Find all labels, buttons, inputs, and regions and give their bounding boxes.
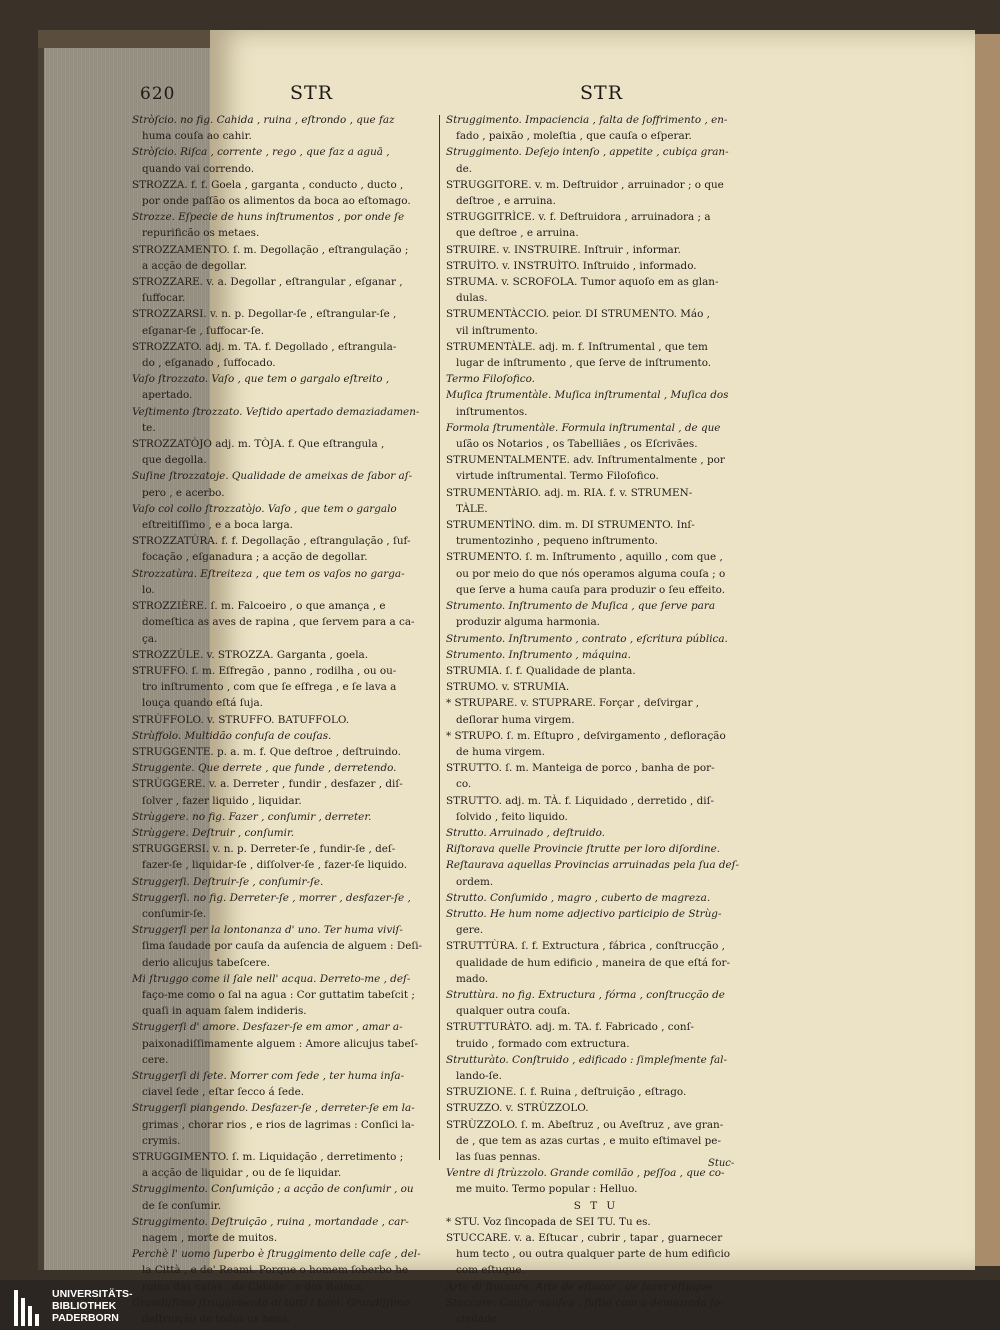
dictionary-line: STROZZAMENTO. ſ. m. Degollação , eſtrangulação ; (132, 243, 409, 256)
dictionary-line: dulas. (456, 292, 488, 305)
library-name-line3: PADERBORN (52, 1312, 119, 1324)
dictionary-line: Strozze. Eſpecie de huns inſtrumentos , por onde ſe (132, 211, 405, 224)
dictionary-line: STRUZIONE. ſ. f. Ruina , deſtruição , eſtrago. (446, 1086, 687, 1099)
dictionary-line: Perchè l' uomo ſuperbo è ſtruggimento delle caſe , del- (132, 1248, 421, 1261)
dictionary-line: STRUTTO. ſ. m. Manteiga de porco , banha de por- (446, 762, 715, 775)
dictionary-line: Stuccare. Cauſar nauſea , faſtio com a demaziada ſo- (446, 1296, 724, 1309)
dictionary-line: repurificão os metaes. (142, 227, 260, 240)
dictionary-line: derio alicujus tabeſcere. (142, 956, 270, 969)
dictionary-line: Struggente. Que derrete , que funde , derretendo. (132, 762, 397, 775)
dictionary-line: qualidade de hum edificio , maneira de que eſtá for- (456, 956, 730, 969)
dictionary-line: por onde paſſão os alimentos da boca ao eſtomago. (142, 195, 411, 208)
dictionary-line: ſima ſaudade por cauſa da auſencia de alguem : Deſi- (142, 940, 423, 953)
dictionary-line: ou por meio do que nós operamos alguma couſa ; o (456, 567, 726, 580)
dictionary-line: STRUMENTÀCCIO. peior. DI STRUMENTO. Máo , (446, 308, 710, 321)
dictionary-line: STROZZIÈRE. ſ. m. Falcoeiro , o que amança , e (132, 600, 386, 613)
dictionary-line: * STU. Voz ſincopada de SEI TU. Tu es. (446, 1215, 651, 1228)
dictionary-line: de huma virgem. (456, 745, 545, 758)
dictionary-line: STRUZZO. v. STRÙZZOLO. (446, 1102, 589, 1115)
dictionary-line: Strùggere. Deſtruir , conſumir. (132, 826, 295, 839)
dictionary-line: Strùggere. no fig. Fazer , conſumir , derreter. (132, 810, 372, 823)
dictionary-line: Strutto. He hum nome adjectivo participio de Strùg- (446, 907, 722, 920)
catchword: Stuc- (708, 1158, 735, 1169)
dictionary-line: Stròſcio. no fig. Cahida , ruina , eſtrondo , que faz (132, 114, 395, 126)
dictionary-line: Strozzatùra. Eſtreiteza , que tem os vaſos no garga- (132, 567, 405, 580)
dictionary-line: STROZZATÙRA. f. f. Degollação , eſtrangulação , ſuf- (132, 535, 411, 548)
dictionary-line: ça. (142, 632, 158, 645)
dictionary-line: STROZZA. f. f. Goela , garganta , conducto , ducto , (132, 178, 404, 191)
dictionary-line: apertado. (142, 389, 193, 402)
dictionary-line: pero , e acerbo. (142, 486, 225, 499)
library-logo (14, 1284, 214, 1328)
right-running-head: STR (580, 82, 623, 104)
dictionary-line: * STRUPARE. v. STUPRARE. Forçar , deſvirgar , (446, 697, 700, 710)
dictionary-line: STRÙGGERE. v. a. Derreter , fundir , desfazer , diſ- (132, 778, 403, 791)
dictionary-line: STRÙFFOLO. v. STRUFFO. BATUFFOLO. (132, 713, 350, 726)
dictionary-line: tro inſtrumento , com que ſe eſfrega , e ſe lava a (142, 681, 397, 694)
dictionary-line: faço-me como o ſal na agua : Cor guttatim tabeſcit ; (142, 988, 415, 1001)
dictionary-line: STRUMENTÀRIO. adj. m. RIA. f. v. STRUMEN- (446, 486, 693, 499)
dictionary-line: focação , eſganadura ; a acção de degollar. (142, 551, 368, 564)
dictionary-line: Muſica ſtrumentàle. Muſica inſtrumental , Muſica dos (446, 389, 729, 402)
dictionary-line: a acção de degollar. (142, 259, 247, 272)
dictionary-line: a acção de liquidar , ou de ſe liquidar. (142, 1167, 342, 1180)
dictionary-line: STRUMENTÀLE. adj. m. f. Inſtrumental , que tem (446, 340, 708, 353)
dictionary-line: cere. (142, 1053, 169, 1066)
dictionary-line: Mi ſtruggo come il ſale nell' acqua. Derreto-me , deſ- (132, 972, 411, 985)
dictionary-line: STRUTTO. adj. m. TÀ. f. Liquidado , derretido , diſ- (446, 794, 714, 807)
dictionary-line: Stròſcio. Riſca , corrente , rego , que faz a aguā , (132, 146, 390, 159)
dictionary-line: STRUMO. v. STRUMIA. (446, 681, 570, 694)
dictionary-line: Strutturàto. Conſtruido , edificado : ſimpleſmente fal- (446, 1053, 727, 1066)
dictionary-line: Reſtaurava aquellas Provincias arruinadas pela ſua deſ- (446, 859, 739, 872)
dictionary-line: deſlorar huma virgem. (456, 713, 575, 726)
dictionary-line: Struggimento. Deſejo intenſo , appetite , cubiça gran- (446, 146, 729, 159)
dictionary-line: STRUMENTÌNO. dim. m. DI STRUMENTO. Inſ- (446, 519, 695, 532)
dictionary-line: Riſtorava quelle Provincie ſtrutte per loro diſordine. (446, 843, 721, 856)
dictionary-line: Arte di ſtuccare. Arte de eſtucar , de fazer eſtuque. (446, 1280, 716, 1293)
dictionary-line: eſtreitiſſimo , e a boca larga. (142, 519, 293, 532)
dictionary-line: quaſi in aquam ſalem indideris. (142, 1005, 307, 1018)
dictionary-line: ſolver , fazer liquido , liquidar. (142, 794, 302, 807)
library-logo-icon (14, 1290, 44, 1326)
dictionary-line: Strùffolo. Multidão confuſa de couſas. (132, 729, 332, 742)
dictionary-line: nagem , morte de muitos. (142, 1232, 278, 1245)
dictionary-line: Struggerſi. no fig. Derreter-ſe , morrer , desfazer-ſe , (132, 891, 411, 904)
dictionary-line: mado. (456, 972, 489, 985)
dictionary-line: inſtrumentos. (456, 405, 528, 418)
dictionary-line: Struttùra. no fig. Extructura , fórma , conſtrucção de (446, 988, 725, 1001)
dictionary-line: STRUMA. v. SCROFOLA. Tumor aquoſo em as glan- (446, 276, 719, 289)
book-cover-top (38, 30, 218, 48)
dictionary-line: STRUGGITORE. v. m. Deſtruidor , arruinador ; o que (446, 178, 724, 191)
dictionary-line: ordem. (456, 875, 494, 888)
dictionary-line: com eſtuque. (456, 1264, 525, 1277)
dictionary-line: deſtroe , e arruina. (456, 195, 556, 208)
dictionary-line: STROZZÙLE. v. STROZZA. Garganta , goela. (132, 648, 369, 661)
dictionary-line: lo. (142, 583, 155, 596)
dictionary-line: de ſe conſumir. (142, 1199, 222, 1212)
dictionary-line: STRUMENTO. ſ. m. Inſtrumento , aquillo , com que , (446, 551, 723, 564)
dictionary-line: quando vai correndo. (142, 162, 255, 175)
dictionary-line: STRUGGITRÌCE. v. f. Deſtruidora , arruinadora ; a (446, 211, 711, 224)
dictionary-line: crymis. (142, 1134, 181, 1147)
dictionary-line: Veſtimento ſtrozzato. Veſtido apertado demaziadamen- (132, 405, 420, 418)
dictionary-line: STRUMIA. ſ. f. Qualidade de planta. (446, 664, 636, 677)
dictionary-line: Vaſo col collo ſtrozzatòjo. Vaſo , que tem o gargalo (132, 502, 397, 515)
dictionary-line: STRUGGIMENTO. ſ. m. Liquidação , derretimento ; (132, 1151, 404, 1163)
library-name-line2: BIBLIOTHEK (52, 1300, 117, 1312)
library-name (52, 1288, 133, 1324)
dictionary-line: ciavel ſede , eſtar ſecco á ſede. (142, 1086, 305, 1099)
dictionary-line: las ſuas pennas. (456, 1151, 541, 1163)
dictionary-line: ruina das caſas , da Cidade , e dos Reinos. (142, 1280, 365, 1293)
left-running-head: STR (290, 82, 333, 104)
dictionary-line: de. (456, 162, 473, 175)
dictionary-line: que deſtroe , e arruina. (456, 227, 579, 240)
dictionary-line: Struggimento. Conſumição ; a acção de conſumir , ou (132, 1183, 414, 1196)
dictionary-line: Strumento. Inſtrumento , máquina. (446, 648, 631, 661)
dictionary-line: que ſerve a huma cauſa para produzir o ſeu effeito. (456, 583, 726, 596)
dictionary-line: Struggerſi. Deſtruir-ſe , conſumir-ſe. (132, 875, 324, 888)
dictionary-line: STRUMENTALMENTE. adv. Inſtrumentalmente , por (446, 454, 725, 467)
dictionary-line: STRUTTURÀTO. adj. m. TA. f. Fabricado , conſ- (446, 1021, 694, 1034)
column-divider (439, 115, 440, 1160)
dictionary-line: de , que tem as azas curtas , e muito eſtimavel pe- (456, 1134, 721, 1147)
dictionary-line: STRÙZZOLO. ſ. m. Abeſtruz , ou Aveſtruz , ave gran- (446, 1118, 724, 1131)
dictionary-line: Struggerſi per la lontonanza d' uno. Ter huma viviſ- (132, 924, 403, 937)
dictionary-line: Strumento. Inſtrumento de Muſica , que ſerve para (446, 600, 716, 613)
dictionary-line: lugar de inſtrumento , que ſerve de inſtrumento. (456, 357, 712, 370)
dictionary-line: Suſine ſtrozzatoje. Qualidade de ameixas de ſabor aſ- (132, 470, 413, 483)
dictionary-line: Ventre di ſtrùzzolo. Grande comilão , peſſoa , que co- (446, 1167, 725, 1180)
dictionary-line: STROZZATO. adj. m. TA. f. Degollado , eſtrangula- (132, 340, 397, 353)
dictionary-line: Strumento. Inſtrumento , contrato , eſcritura pública. (446, 632, 728, 645)
dictionary-line: Vaſo ſtrozzato. Vaſo , que tem o gargalo eſtreito , (132, 373, 390, 386)
dictionary-line: do , eſganado , ſuffocado. (142, 357, 276, 370)
dictionary-line: paixonadiſſimamente alguem : Amore alicujus tabeſ- (142, 1037, 418, 1050)
dictionary-line: virtude inſtrumental. Termo Filoſofico. (456, 470, 659, 483)
dictionary-line: Formola ſtrumentàle. Formula inſtrumental , de que (446, 421, 721, 434)
dictionary-line: STROZZARSI. v. n. p. Degollar-ſe , eſtrangular-ſe , (132, 308, 397, 321)
dictionary-line: truido , formado com extructura. (456, 1037, 630, 1050)
dictionary-line: me muito. Termo popular : Helluo. (456, 1183, 638, 1196)
page-header (140, 82, 740, 110)
dictionary-line: conſumir-ſe. (142, 907, 207, 920)
dictionary-line: trumentozinho , pequeno inſtrumento. (456, 535, 658, 548)
dictionary-line: STRUIRE. v. INSTRUIRE. Inſtruir , informar. (446, 243, 681, 256)
dictionary-line: fazer-ſe , liquidar-ſe , diſſolver-ſe , fazer-ſe liquido. (142, 859, 408, 872)
dictionary-line: * STRUPO. ſ. m. Eſtupro , deſvirgamento , defloração (446, 729, 726, 742)
dictionary-line: hum tecto , ou outra qualquer parte de hum edificio (456, 1248, 731, 1261)
dictionary-line: uſão os Notarios , os Tabelliães , os Eſcrivães. (456, 438, 698, 451)
dictionary-line: la Città , e de' Reami. Porque o homem ſoberbo he (142, 1264, 409, 1277)
dictionary-line: ſuffocar. (142, 292, 186, 305)
dictionary-line: ſolvido , feito liquido. (456, 810, 568, 823)
dictionary-line: Struggimento. Deſtruição , ruina , mortandade , car- (132, 1215, 409, 1228)
dictionary-line: produzir alguma harmonia. (456, 616, 600, 629)
dictionary-line: que degolla. (142, 454, 207, 467)
dictionary-line: STRUGGENTE. p. a. m. f. Que deſtroe , deſtruindo. (132, 745, 401, 758)
dictionary-line: ciedade. (456, 1313, 501, 1326)
book-right-edge (975, 34, 1000, 1266)
dictionary-line: Strutto. Arruinado , deſtruido. (446, 826, 605, 839)
dictionary-line: STUCCARE. v. a. Eſtucar , cubrir , tapar , guarnecer (446, 1232, 723, 1245)
dictionary-line: domeſtica as aves de rapina , que ſervem para a ca- (142, 616, 415, 629)
dictionary-line: co. (456, 778, 472, 791)
dictionary-line: STRUGGERSI. v. n. p. Derreter-ſe , fundir-ſe , deſ- (132, 843, 396, 856)
dictionary-line: qualquer outra couſa. (456, 1005, 571, 1018)
dictionary-line: fado , paixão , moleſtia , que cauſa o eſperar. (456, 130, 692, 143)
dictionary-line: eſganar-ſe , ſuffocar-ſe. (142, 324, 265, 337)
dictionary-line: Strutto. Conſumido , magro , cuberto de magreza. (446, 891, 711, 904)
dictionary-line: lando-ſe. (456, 1069, 502, 1082)
dictionary-line: louça quando eſtá ſuja. (142, 697, 263, 710)
dictionary-line: Struggimento. Impaciencia , falta de ſoffrimento , en- (446, 114, 728, 126)
dictionary-line: te. (142, 421, 156, 434)
dictionary-line: grimas , chorar rios , e rios de lagrimas : Conſici la- (142, 1118, 415, 1131)
dictionary-line: Struggerſi di ſete. Morrer com ſede , ter huma inſa- (132, 1069, 405, 1082)
dictionary-line: TÀLE. (456, 502, 488, 515)
dictionary-line: Grandiſſimo ſtruggimento di tutti i beni. Grandiſſima (132, 1296, 410, 1309)
dictionary-line: huma couſa ao cahir. (142, 130, 252, 143)
dictionary-line: STRUTTÙRA. ſ. f. Extructura , fábrica , conſtrucção , (446, 940, 725, 953)
dictionary-line: Struggerſi piangendo. Desfazer-ſe , derreter-ſe em la- (132, 1102, 415, 1115)
dictionary-line: STRUÌTO. v. INSTRUÌTO. Inſtruido , informado. (446, 259, 697, 272)
library-name-line1: UNIVERSITÄTS- (52, 1288, 133, 1300)
dictionary-line: STROZZATÒJO adj. m. TÒJA. f. Que eſtrangula , (132, 438, 385, 451)
dictionary-line: S T U (573, 1199, 619, 1212)
right-column (446, 112, 746, 1327)
dictionary-line: Struggerſi d' amore. Desfazer-ſe em amor , amar a- (132, 1021, 403, 1034)
dictionary-line: STRUFFO. ſ. m. Eſfregão , panno , rodilha , ou ou- (132, 664, 397, 677)
dictionary-line: gere. (456, 924, 484, 937)
dictionary-line: STROZZARE. v. a. Degollar , eſtrangular , eſganar , (132, 276, 403, 289)
dictionary-line: deſtruição de todos os bens. (142, 1313, 291, 1326)
dictionary-line: Termo Filoſofico. (446, 373, 535, 386)
left-column (132, 112, 434, 1327)
dictionary-line: vil inſtrumento. (456, 324, 538, 337)
page-number: 620 (140, 84, 176, 104)
